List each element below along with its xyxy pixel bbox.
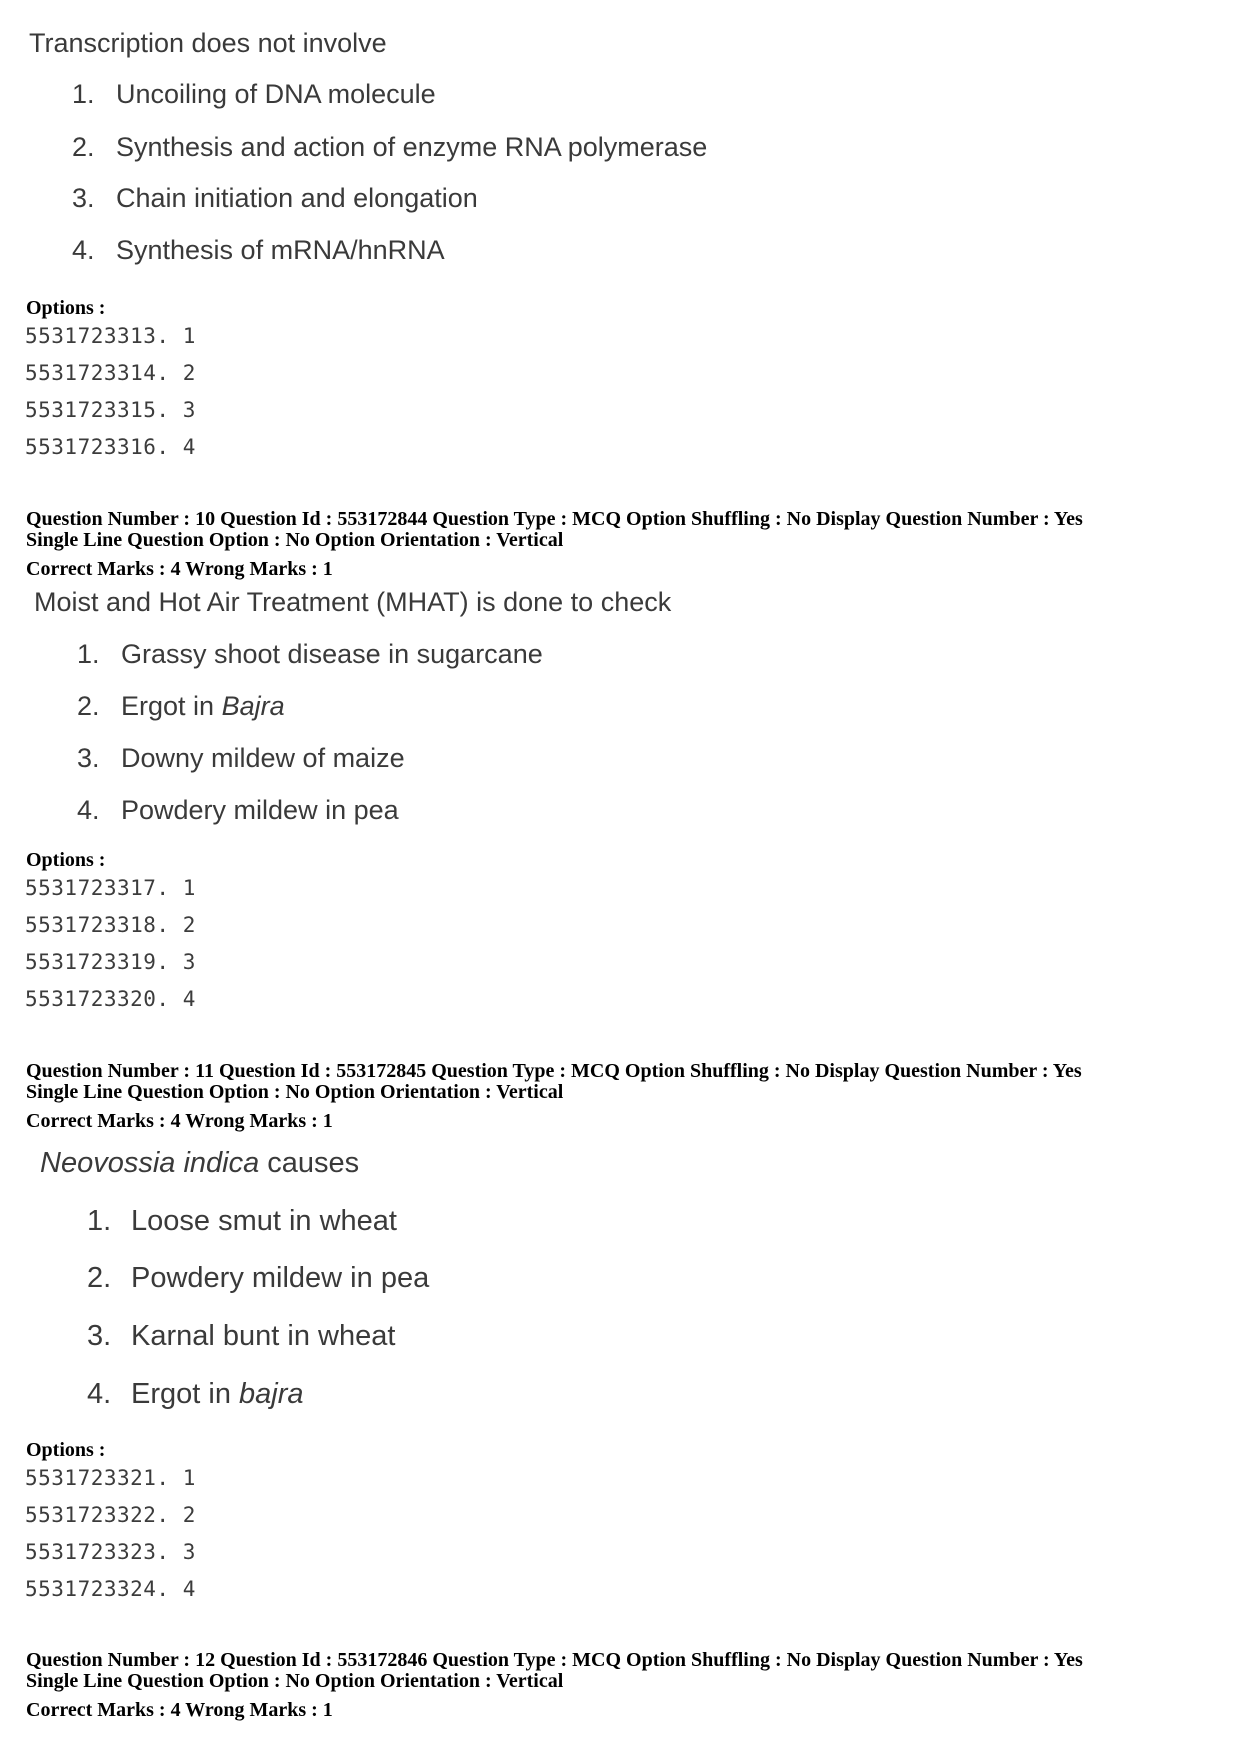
choice-4: 4. Ergot in bajra bbox=[87, 1378, 304, 1410]
question-marks: Correct Marks : 4 Wrong Marks : 1 bbox=[26, 1699, 333, 1721]
question-stem: Moist and Hot Air Treatment (MHAT) is done to check bbox=[34, 587, 672, 617]
question-meta-line2: Single Line Question Option : No Option Orientation : Vertical bbox=[26, 1081, 564, 1103]
question-stem: Transcription does not involve bbox=[29, 28, 387, 58]
choice-2: 2. Synthesis and action of enzyme RNA polymerase bbox=[72, 132, 708, 162]
choice-3: 3. Downy mildew of maize bbox=[77, 743, 405, 773]
option-id: 5531723322. 2 bbox=[25, 1503, 196, 1527]
options-label: Options : bbox=[26, 297, 106, 319]
option-id: 5531723315. 3 bbox=[25, 398, 196, 422]
question-meta-line1: Question Number : 11 Question Id : 553172845 Question Type : MCQ Option Shuffling : No Display Question Number : Yes bbox=[26, 1060, 1082, 1082]
choice-3: 3. Chain initiation and elongation bbox=[72, 183, 478, 213]
option-id: 5531723321. 1 bbox=[25, 1466, 196, 1490]
option-id: 5531723324. 4 bbox=[25, 1577, 196, 1601]
question-marks: Correct Marks : 4 Wrong Marks : 1 bbox=[26, 1110, 333, 1132]
question-stem: Neovossia indica causes bbox=[40, 1147, 360, 1179]
option-id: 5531723319. 3 bbox=[25, 950, 196, 974]
options-label: Options : bbox=[26, 849, 106, 871]
choice-1: 1. Loose smut in wheat bbox=[87, 1205, 397, 1237]
choice-2: 2. Powdery mildew in pea bbox=[87, 1262, 430, 1294]
choice-2: 2. Ergot in Bajra bbox=[77, 691, 285, 721]
options-label: Options : bbox=[26, 1439, 106, 1461]
choice-1: 1. Uncoiling of DNA molecule bbox=[72, 79, 436, 109]
choice-1: 1. Grassy shoot disease in sugarcane bbox=[77, 639, 543, 669]
option-id: 5531723313. 1 bbox=[25, 324, 196, 348]
question-marks: Correct Marks : 4 Wrong Marks : 1 bbox=[26, 558, 333, 580]
option-id: 5531723317. 1 bbox=[25, 876, 196, 900]
choice-4: 4. Powdery mildew in pea bbox=[77, 795, 399, 825]
question-meta-line1: Question Number : 10 Question Id : 553172844 Question Type : MCQ Option Shuffling : No Display Question Number : Yes bbox=[26, 508, 1083, 530]
choice-3: 3. Karnal bunt in wheat bbox=[87, 1320, 396, 1352]
question-meta-line1: Question Number : 12 Question Id : 553172846 Question Type : MCQ Option Shuffling : No Display Question Number : Yes bbox=[26, 1649, 1083, 1671]
question-meta-line2: Single Line Question Option : No Option Orientation : Vertical bbox=[26, 529, 564, 551]
option-id: 5531723318. 2 bbox=[25, 913, 196, 937]
option-id: 5531723323. 3 bbox=[25, 1540, 196, 1564]
choice-4: 4. Synthesis of mRNA/hnRNA bbox=[72, 235, 445, 265]
option-id: 5531723316. 4 bbox=[25, 435, 196, 459]
option-id: 5531723314. 2 bbox=[25, 361, 196, 385]
option-id: 5531723320. 4 bbox=[25, 987, 196, 1011]
question-meta-line2: Single Line Question Option : No Option Orientation : Vertical bbox=[26, 1670, 564, 1692]
